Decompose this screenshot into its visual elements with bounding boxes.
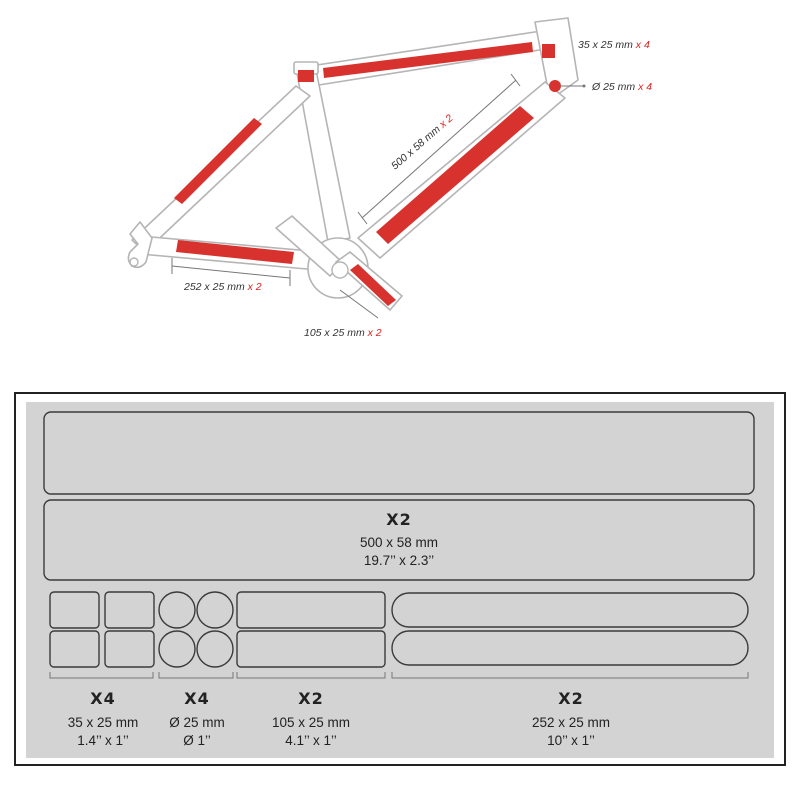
seat-clamp-patch (298, 70, 314, 82)
seat-stay-protector (174, 118, 262, 204)
label-crank: 105 x 25 mm x 2 (304, 327, 382, 339)
bike-frame (128, 18, 578, 310)
big-strip-qty: X2 (386, 510, 412, 529)
down-tube-protector (376, 106, 534, 244)
group-qty: X4 (90, 689, 116, 708)
group-mm: 105 x 25 mm (271, 715, 351, 730)
sticker-sheet (15, 393, 785, 765)
group-inch: 1.4’’ x 1’’ (77, 733, 129, 748)
group-qty: X4 (184, 689, 210, 708)
label-round: Ø 25 mm x 4 (592, 81, 653, 93)
big-strip-inch: 19.7’’ x 2.3’’ (363, 553, 435, 568)
big-strip-mm: 500 x 58 mm (359, 535, 439, 550)
head-tube-round-patch (549, 80, 561, 92)
group-qty: X2 (298, 689, 324, 708)
label-chainstay: 252 x 25 mm x 2 (184, 281, 262, 293)
label-top-small: 35 x 25 mm x 4 (578, 39, 650, 51)
label-down-tube: 500 x 58 mm x 2 (389, 112, 456, 173)
group-inch: 4.1’’ x 1’’ (285, 733, 337, 748)
group-inch: Ø 1’’ (183, 733, 211, 748)
group-mm: 35 x 25 mm (67, 715, 139, 730)
group-mm: 252 x 25 mm (531, 715, 611, 730)
group-inch: 10’’ x 1’’ (547, 733, 595, 748)
head-tube-square-patch (542, 44, 555, 58)
group-mm: Ø 25 mm (169, 715, 225, 730)
group-qty: X2 (558, 689, 584, 708)
